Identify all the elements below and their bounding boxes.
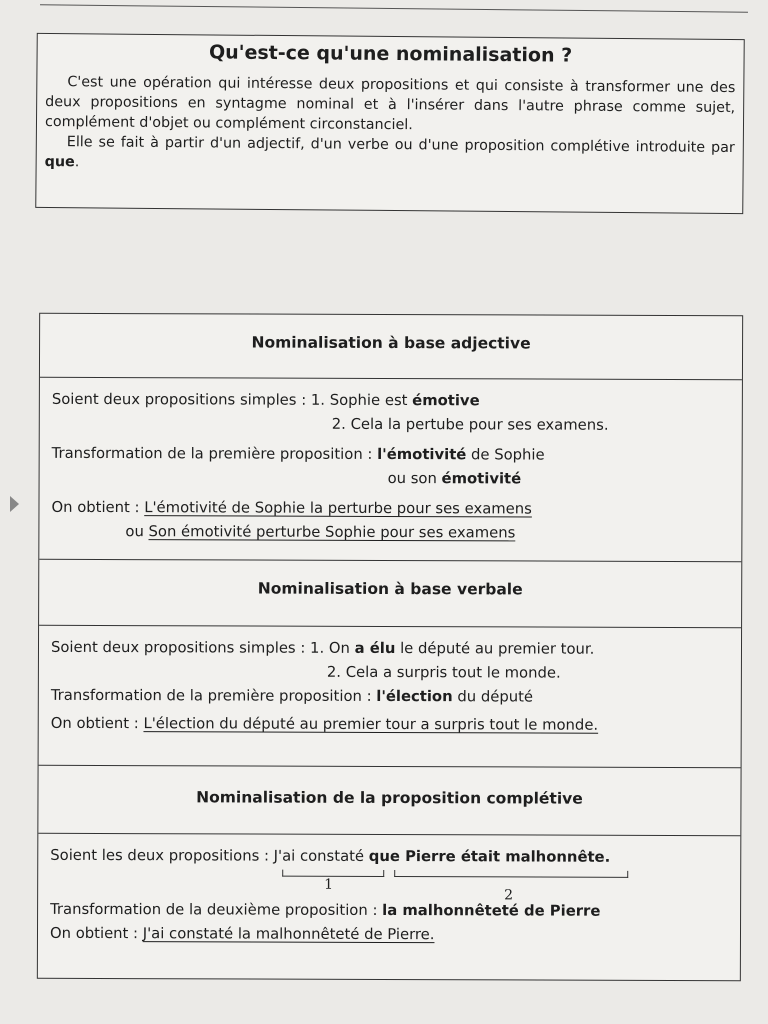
completive-prop-1: J'ai constaté: [273, 847, 365, 865]
verbal-line-1: [51, 636, 729, 662]
adjective-transform-alt-line: [52, 466, 730, 492]
verbal-line1-rest: le député au premier tour.: [395, 640, 595, 658]
completive-transform-label: Transformation de la deuxième proposition :: [50, 900, 383, 919]
verbal-transform-rest: du député: [452, 688, 534, 706]
verbal-section-body: [39, 626, 741, 768]
completive-line1-label: Soient les deux propositions :: [50, 846, 274, 865]
completive-transform-bold: la malhonnêteté de Pierre: [382, 901, 601, 920]
verbal-result-line: [51, 712, 729, 738]
adjective-line1-bold: émotive: [412, 392, 480, 410]
brace-number-1: 1: [324, 876, 334, 893]
verbal-result: L'élection du député au premier tour a surpris tout le monde.: [143, 715, 599, 734]
completive-section-title: Nominalisation de la proposition complétive: [38, 766, 740, 836]
page-edge-line: [40, 4, 748, 12]
verbal-transform-line: [51, 684, 729, 710]
verbal-result-label: On obtient :: [50, 714, 144, 733]
adjective-line1-label: Soient deux propositions simples :: [51, 390, 311, 409]
verbal-line-2: 2. Cela a surpris tout le monde.: [326, 663, 561, 682]
adjective-section-title: Nominalisation à base adjective: [40, 314, 742, 380]
definition-p2-text: Elle se fait à partir d'un adjectif, d'un verbe ou d'une proposition complétive introduite par: [66, 134, 735, 157]
completive-result-label: On obtient :: [49, 924, 143, 943]
definition-paragraph-1: C'est une opération qui intéresse deux propositions et qui consiste à transformer une des deux propositions en syntagme nominal et à l'insérer dans l'autre phrase comme sujet, complément d'objet ou complément circonstanciel.: [44, 74, 736, 134]
adjective-line-2: 2. Cela la pertube pour ses examens.: [331, 415, 609, 434]
examples-box: [37, 313, 743, 981]
definition-p2-end: .: [74, 154, 80, 171]
verbal-line1-label: Soient deux propositions simples :: [50, 638, 311, 657]
verbal-transform-bold: l'élection: [376, 687, 453, 706]
completive-brace-numbers: [50, 868, 728, 904]
completive-line-1: [50, 844, 728, 870]
verbal-line1-prop: 1. On: [310, 639, 355, 657]
verbal-line1-bold: a élu: [354, 639, 396, 658]
adjective-result-label: On obtient :: [51, 498, 145, 517]
adjective-line-1: [52, 388, 730, 414]
definition-box: [35, 33, 745, 214]
adjective-transform-line: [52, 442, 730, 468]
adjective-result-2: Son émotivité perturbe Sophie pour ses examens: [148, 523, 516, 542]
completive-section-body: [38, 834, 740, 976]
adjective-result-or: ou: [125, 523, 149, 541]
adjective-result-alt-line: [51, 520, 729, 546]
adjective-transform-label: Transformation de la première proposition :: [51, 444, 378, 463]
brace-number-2: 2: [504, 887, 514, 904]
verbal-section-title: Nominalisation à base verbale: [39, 560, 741, 628]
adjective-transform-alt-bold: émotivité: [441, 470, 522, 488]
definition-p2-bold: que: [44, 153, 75, 171]
verbal-transform-label: Transformation de la première proposition :: [50, 686, 377, 705]
adjective-transform-bold: l'émotivité: [377, 445, 467, 464]
completive-transform-line: [50, 898, 728, 924]
adjective-result-1: L'émotivité de Sophie la perturbe pour ses examens: [144, 499, 532, 518]
completive-result: J'ai constaté la malhonnêteté de Pierre.: [142, 925, 435, 944]
adjective-transform-alt: ou son: [387, 469, 442, 488]
margin-arrow-icon: [10, 496, 19, 512]
adjective-transform-rest: de Sophie: [466, 446, 545, 464]
definition-paragraph-2: [37, 132, 743, 178]
definition-title: Qu'est-ce qu'une nominalisation ?: [208, 41, 573, 67]
adjective-section-body: [39, 378, 742, 562]
adjective-line1-prop: 1. Sophie est: [310, 391, 413, 410]
completive-result-line: [50, 922, 728, 948]
completive-prop-2: que Pierre était malhonnête.: [368, 847, 611, 866]
adjective-result-line: [51, 496, 729, 522]
